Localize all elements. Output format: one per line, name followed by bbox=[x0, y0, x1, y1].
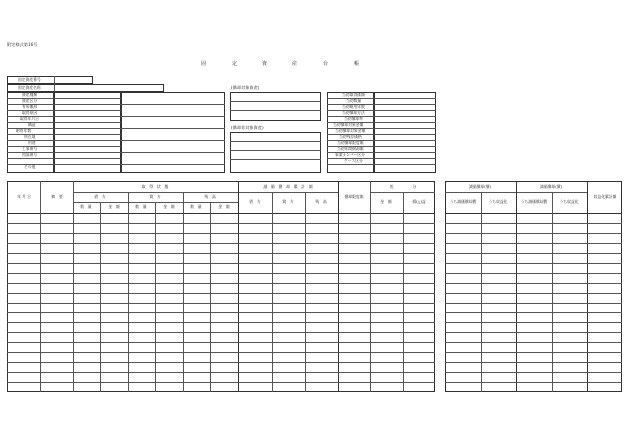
divider bbox=[230, 150, 321, 151]
col-divider bbox=[516, 181, 517, 392]
label-initial-cost: 当初取得価額 bbox=[342, 92, 365, 97]
label-acquisition-cause: 取得原因 bbox=[22, 110, 38, 115]
divider bbox=[121, 140, 225, 141]
depreciable-box bbox=[230, 92, 321, 121]
col-divider bbox=[210, 202, 211, 392]
table-row bbox=[445, 273, 622, 274]
label-initial-limit: 当初償却限度額 bbox=[337, 140, 364, 145]
title-char: 固 bbox=[201, 61, 207, 67]
table-row bbox=[7, 283, 435, 284]
divider bbox=[121, 116, 225, 117]
table-row bbox=[445, 253, 622, 254]
title-char: 産 bbox=[292, 61, 298, 67]
table-row bbox=[445, 312, 622, 313]
table-row bbox=[445, 243, 622, 244]
header-group-a: 減価償却(償) bbox=[469, 184, 491, 190]
col-divider bbox=[587, 181, 588, 392]
label-asset-name: 固定資産名称 bbox=[18, 85, 41, 90]
col-divider bbox=[100, 202, 101, 392]
header-debit: 借 方 bbox=[94, 194, 106, 200]
table-row bbox=[7, 362, 435, 363]
divider bbox=[327, 164, 436, 165]
table-row bbox=[7, 342, 435, 343]
label-purpose: 用途 bbox=[28, 140, 36, 145]
label-initial-target-2: 当初償却対象金額 bbox=[335, 128, 366, 133]
divider bbox=[54, 84, 55, 92]
table-row bbox=[445, 322, 622, 323]
table-row bbox=[7, 372, 435, 373]
header-dep-credit: 貸 方 bbox=[282, 199, 294, 205]
table-row bbox=[445, 352, 622, 353]
header-dep-debit: 借 方 bbox=[249, 199, 261, 205]
header-a2: うち収益化 bbox=[488, 199, 508, 205]
label-tangible: 有形無形 bbox=[22, 104, 38, 109]
divider bbox=[7, 122, 121, 123]
header-b2: うち収益化 bbox=[559, 199, 579, 205]
divider bbox=[121, 164, 225, 165]
header-acquisition: 取 得 状 態 bbox=[141, 184, 169, 190]
label-asset-class: 資産区分 bbox=[22, 98, 38, 103]
table-row bbox=[445, 342, 622, 343]
label-location: 所在地 bbox=[24, 134, 36, 139]
header-a1: うち減価償却費 bbox=[449, 199, 477, 205]
header-dispose-gain: 損(△)益 bbox=[412, 199, 426, 205]
divider bbox=[54, 76, 55, 84]
col-divider bbox=[338, 181, 339, 392]
table-row bbox=[445, 223, 622, 224]
header-b1: うち減価償却費 bbox=[520, 199, 548, 205]
divider bbox=[121, 104, 225, 105]
label-initial-annual: 当初年間償却額 bbox=[337, 146, 364, 151]
table-row bbox=[445, 263, 622, 264]
table-row bbox=[445, 233, 622, 234]
divider bbox=[121, 152, 225, 153]
header-balance: 残 高 bbox=[204, 194, 216, 200]
title-char: 帳 bbox=[354, 61, 360, 67]
divider bbox=[7, 158, 121, 159]
header-qty: 数 量 bbox=[135, 204, 147, 210]
divider bbox=[327, 98, 436, 99]
table-row bbox=[7, 233, 435, 234]
table-row bbox=[445, 293, 622, 294]
title-char: 資 bbox=[262, 61, 268, 67]
table-row bbox=[445, 283, 622, 284]
header-qty: 数 量 bbox=[80, 204, 92, 210]
label-construction-no: 工事番号 bbox=[22, 146, 38, 151]
depreciable-label: (償却対象資産) bbox=[231, 85, 260, 90]
header-amount: 金 額 bbox=[163, 204, 175, 210]
non-depreciable-label: (償却非対象資産) bbox=[231, 125, 264, 130]
table-row bbox=[445, 332, 622, 333]
table-row bbox=[7, 243, 435, 244]
table-row bbox=[445, 303, 622, 304]
table-row bbox=[7, 223, 435, 224]
label-drawing-no: 図面番号 bbox=[22, 152, 38, 157]
divider bbox=[121, 128, 225, 129]
header-dep-balance: 残 高 bbox=[315, 199, 327, 205]
label-asset-number: 固定資産番号 bbox=[18, 77, 41, 82]
header-disposal: 処 分 bbox=[389, 184, 417, 190]
header-depreciation: 減 価 償 却 累 計 額 bbox=[263, 184, 313, 190]
divider bbox=[230, 101, 321, 102]
table-row bbox=[7, 263, 435, 264]
label-case-code: ケース区分 bbox=[344, 158, 363, 163]
header-dispose-amount: 金 額 bbox=[380, 199, 392, 205]
table-row bbox=[7, 322, 435, 323]
table-row bbox=[7, 303, 435, 304]
label-useful-life: 耐用年数 bbox=[16, 128, 32, 133]
table-row bbox=[7, 273, 435, 274]
col-divider bbox=[155, 202, 156, 392]
title-char: 台 bbox=[323, 61, 329, 67]
divider bbox=[238, 192, 338, 193]
col-divider bbox=[40, 181, 41, 392]
label-initial-qty: 当初数量 bbox=[346, 98, 362, 103]
table-row bbox=[7, 382, 435, 383]
col-divider bbox=[370, 181, 371, 392]
divider bbox=[230, 141, 321, 142]
non-depreciable-box bbox=[230, 132, 321, 173]
label-initial-target: 当初償却対象金額 bbox=[333, 122, 364, 127]
col-divider bbox=[238, 181, 239, 392]
table-row bbox=[7, 293, 435, 294]
title-char: 定 bbox=[232, 61, 238, 67]
table-row bbox=[7, 312, 435, 313]
divider bbox=[7, 140, 121, 141]
header-total: 収益化累計額 bbox=[593, 194, 617, 200]
table-row bbox=[445, 362, 622, 363]
label-initial-rate: 当初償却率 bbox=[344, 116, 363, 121]
divider bbox=[73, 192, 238, 193]
label-initial-life: 当初耐用年数 bbox=[342, 104, 365, 109]
label-acquisition-date: 取得年月日 bbox=[20, 116, 39, 121]
label-other: その他 bbox=[24, 164, 36, 169]
table-row bbox=[7, 352, 435, 353]
label-asset-type: 資産種類 bbox=[22, 92, 38, 97]
header-summary: 摘 要 bbox=[51, 194, 63, 200]
label-structure: 構造 bbox=[28, 122, 36, 127]
header-qty: 数 量 bbox=[190, 204, 202, 210]
header-date: 年 月 日 bbox=[17, 194, 31, 200]
form-number: 附定様式第16号 bbox=[7, 42, 38, 47]
divider bbox=[230, 159, 321, 160]
header-divider bbox=[445, 213, 622, 214]
col-divider bbox=[73, 181, 74, 392]
label-business-code: 事業ナンバー区分 bbox=[335, 152, 365, 157]
table-row bbox=[7, 253, 435, 254]
divider bbox=[230, 110, 321, 111]
header-amount: 金 額 bbox=[218, 204, 230, 210]
label-initial-residual: 当初残存価格 bbox=[339, 134, 362, 139]
table-row bbox=[445, 382, 622, 383]
table-row bbox=[7, 332, 435, 333]
header-credit: 貸 方 bbox=[149, 194, 161, 200]
table-row bbox=[445, 372, 622, 373]
header-group-b: 減価償却(償) bbox=[540, 184, 562, 190]
header-limit: 償却限度額 bbox=[344, 194, 364, 200]
header-amount: 金 額 bbox=[108, 204, 120, 210]
label-initial-method: 当初償却方法 bbox=[342, 110, 365, 115]
